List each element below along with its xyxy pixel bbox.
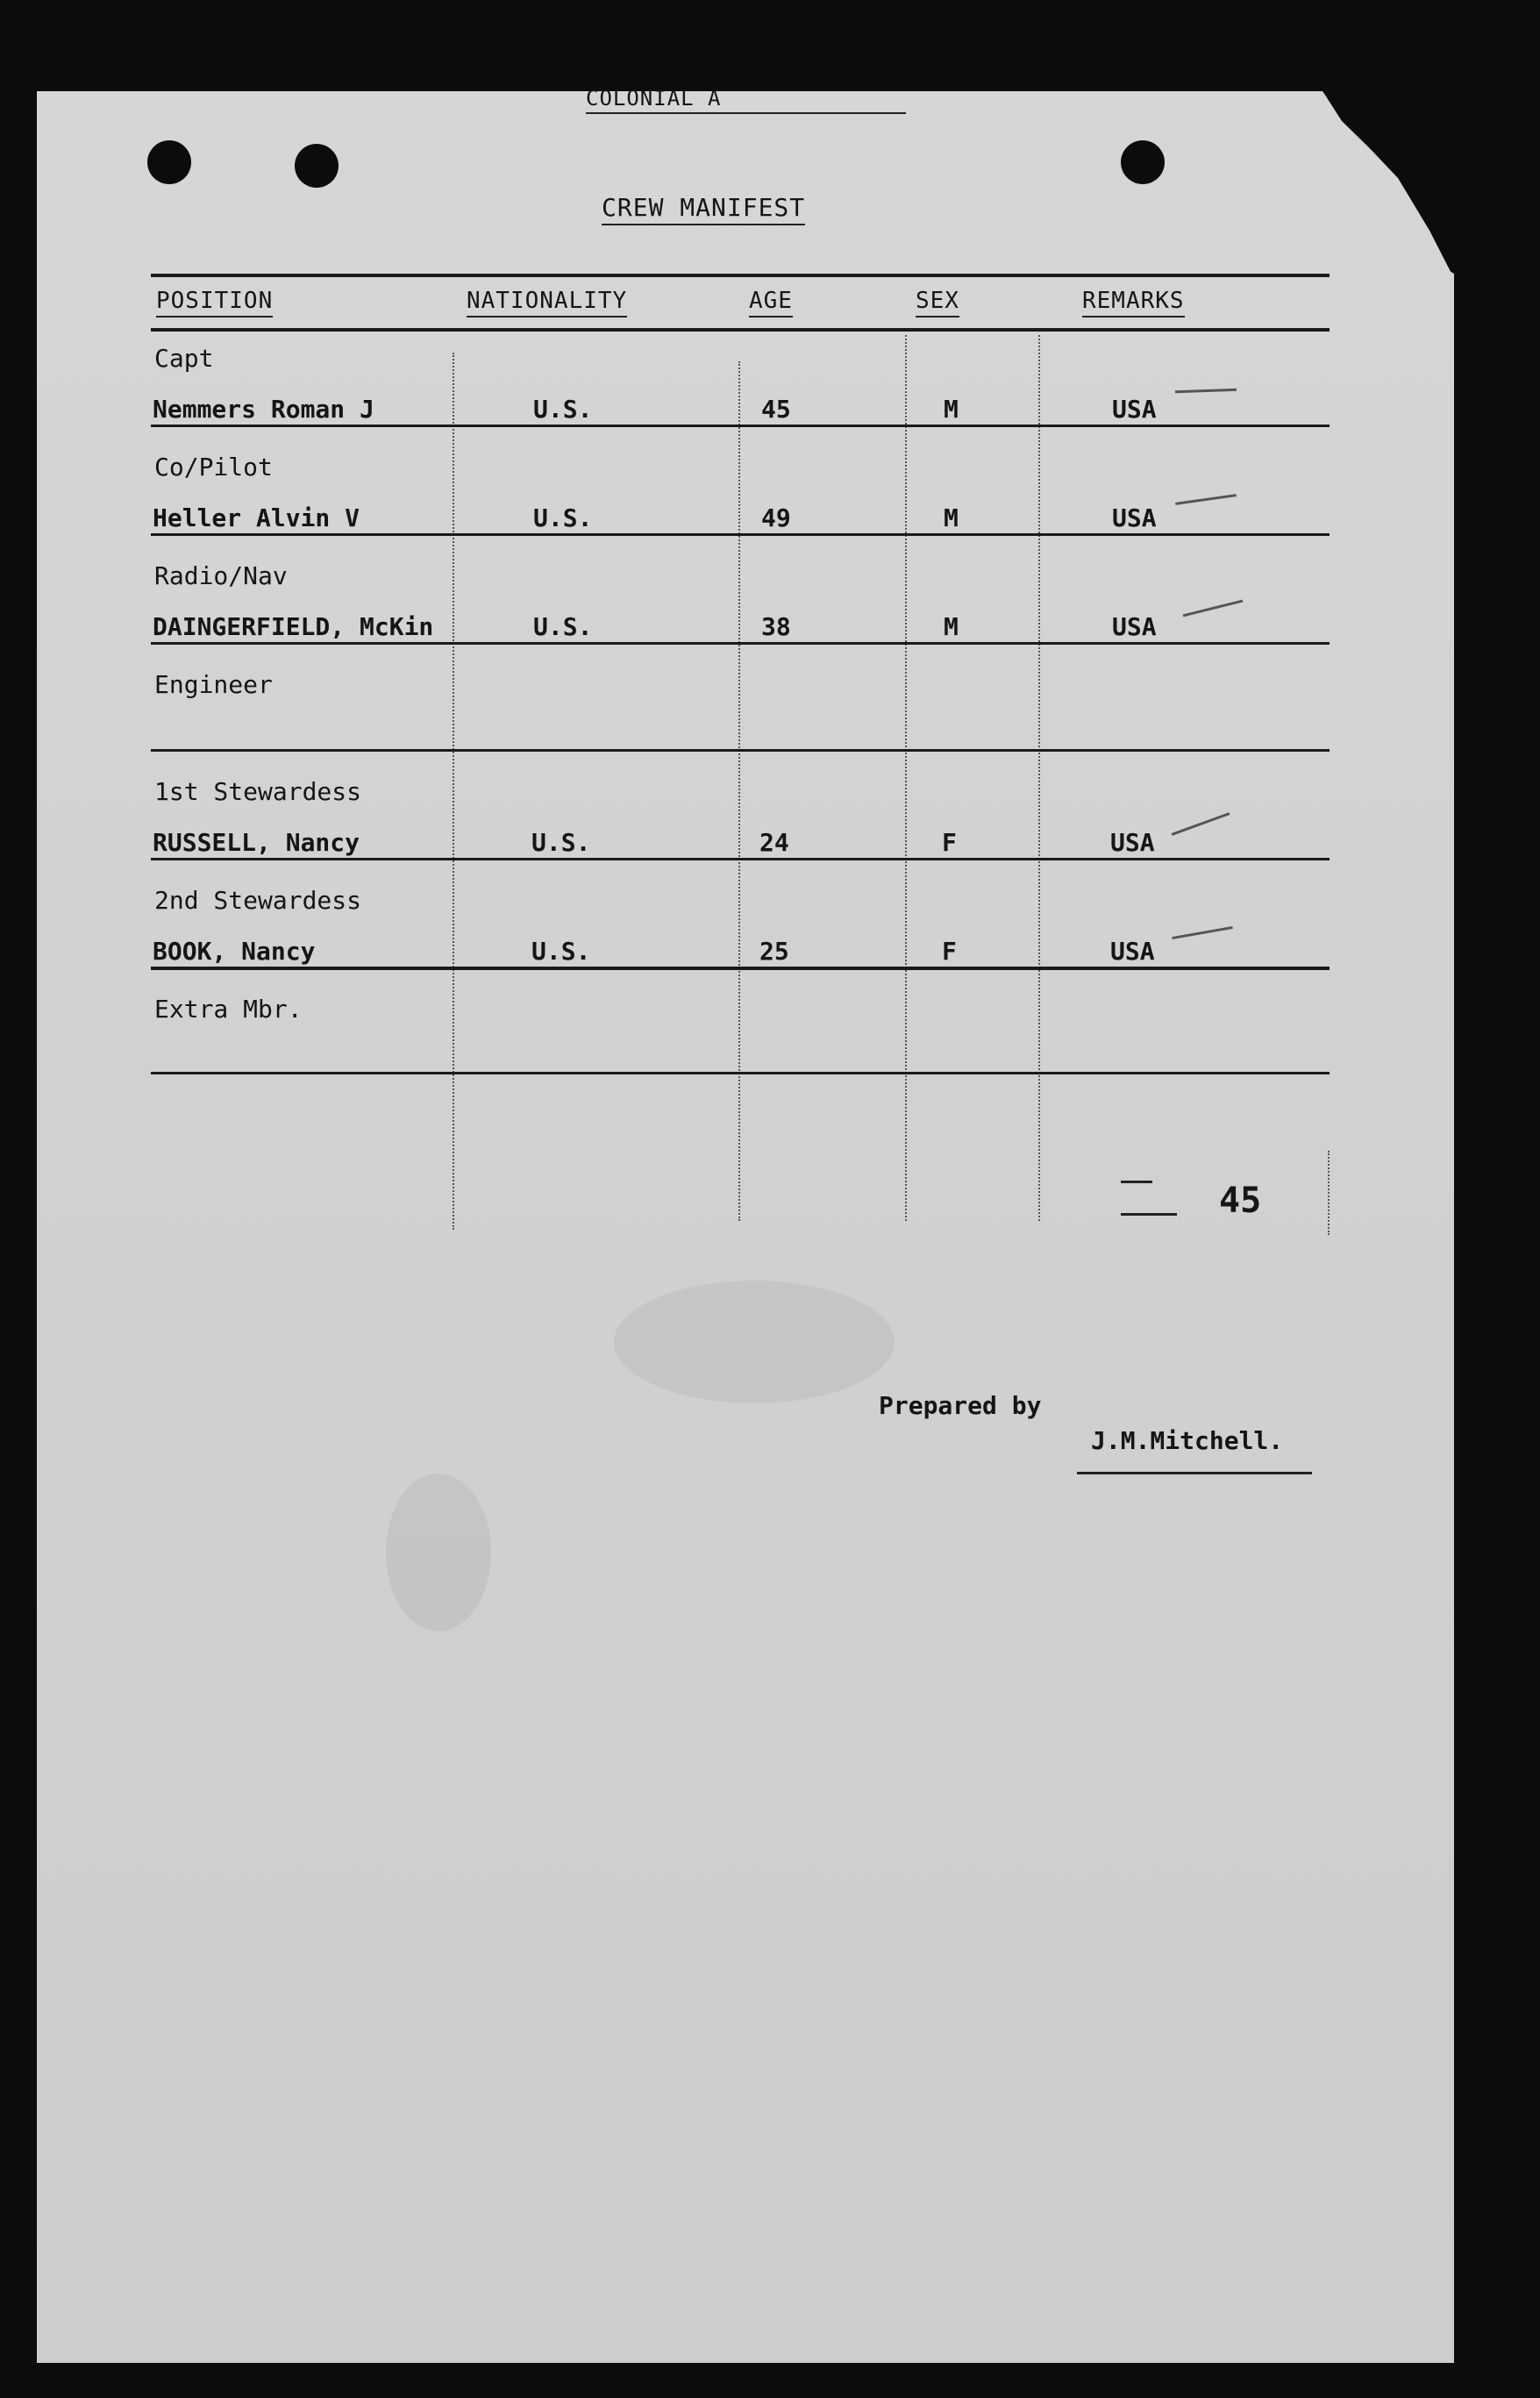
tally-marks: [1121, 1181, 1177, 1216]
table-top-rule: [151, 274, 1330, 277]
nationality-value: U.S.: [533, 503, 593, 532]
age-value: 38: [761, 612, 791, 641]
smudge: [614, 1281, 895, 1403]
prepared-by-label: Prepared by: [879, 1391, 1042, 1420]
row-rule: [151, 425, 1330, 427]
age-value: 49: [761, 503, 791, 532]
sex-value: M: [944, 612, 959, 641]
crew-name: Nemmers Roman J: [153, 395, 374, 424]
sex-value: M: [944, 503, 959, 532]
table-bottom-rule: [151, 1072, 1330, 1074]
age-value: 45: [761, 395, 791, 424]
nationality-value: U.S.: [533, 395, 593, 424]
sex-value: F: [942, 937, 957, 966]
column-divider: [1328, 1151, 1330, 1235]
remarks-value: USA: [1110, 828, 1155, 857]
row-rule: [151, 967, 1330, 970]
nationality-value: U.S.: [531, 828, 591, 857]
crew-name: DAINGERFIELD, McKin: [153, 612, 434, 641]
crew-name: BOOK, Nancy: [153, 937, 316, 966]
column-header-nationality: NATIONALITY: [467, 288, 627, 318]
row-rule: [151, 533, 1330, 536]
position-label: Co/Pilot: [154, 453, 273, 482]
age-value: 24: [759, 828, 789, 857]
page-title: CREW MANIFEST: [602, 193, 805, 225]
punch-hole-left: [147, 140, 191, 184]
table-row: [151, 982, 1330, 1091]
position-label: Capt: [154, 344, 214, 373]
crew-name: RUSSELL, Nancy: [153, 828, 360, 857]
nationality-value: U.S.: [531, 937, 591, 966]
check-mark: [1183, 600, 1244, 617]
remarks-value: USA: [1112, 612, 1157, 641]
age-value: 25: [759, 937, 789, 966]
check-mark: [1175, 389, 1237, 393]
row-rule: [151, 749, 1330, 752]
punch-hole-right: [1121, 140, 1165, 184]
punch-hole-center: [295, 144, 339, 188]
check-mark: [1172, 812, 1230, 836]
signature-line: [1077, 1472, 1312, 1474]
remarks-value: USA: [1112, 503, 1157, 532]
position-label: 2nd Stewardess: [154, 886, 362, 915]
position-label: Engineer: [154, 670, 273, 699]
position-label: Radio/Nav: [154, 561, 288, 590]
row-rule: [151, 642, 1330, 645]
check-mark: [1175, 494, 1237, 505]
nationality-value: U.S.: [533, 612, 593, 641]
preparer-name: J.M.Mitchell.: [1091, 1426, 1284, 1455]
column-header-sex: SEX: [916, 288, 959, 318]
remarks-value: USA: [1112, 395, 1157, 424]
remarks-value: USA: [1110, 937, 1155, 966]
column-header-remarks: REMARKS: [1082, 288, 1185, 318]
total-count: 45: [1219, 1181, 1262, 1221]
position-label: Extra Mbr.: [154, 995, 303, 1024]
column-header-age: AGE: [749, 288, 793, 318]
column-header-position: POSITION: [156, 288, 273, 318]
check-mark: [1172, 926, 1232, 939]
sex-value: M: [944, 395, 959, 424]
row-rule: [151, 858, 1330, 860]
document-header-label: COLONIAL A: [586, 86, 906, 114]
smudge: [386, 1474, 491, 1631]
crew-name: Heller Alvin V: [153, 503, 360, 532]
sex-value: F: [942, 828, 957, 857]
position-label: 1st Stewardess: [154, 777, 362, 806]
